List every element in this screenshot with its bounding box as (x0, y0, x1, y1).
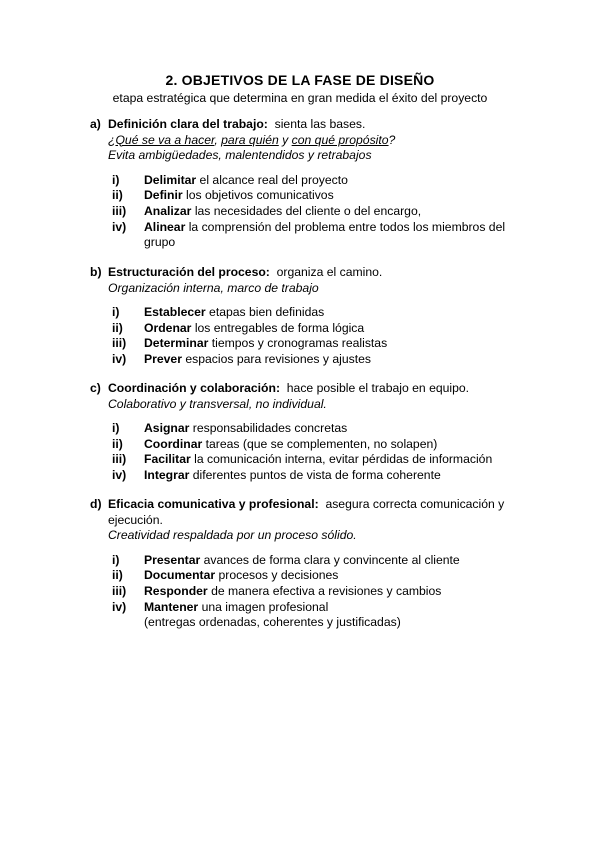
item-text: tiempos y cronogramas realistas (211, 336, 388, 351)
item-text: la comunicación interna, evitar pérdidas de información (194, 452, 493, 467)
question-sep: , (214, 132, 222, 147)
list-item (0, 188, 600, 204)
item-verb: Ordenar (144, 320, 192, 335)
section-list (0, 305, 600, 367)
item-verb: Asignar (144, 421, 190, 436)
item-number: iii) (112, 336, 127, 351)
section-d (0, 497, 600, 631)
page-subtitle: etapa estratégica que determina en gran medida el éxito del proyecto (112, 91, 488, 105)
page-title: 2. OBJETIVOS DE LA FASE DE DISEÑO (165, 72, 435, 88)
question-open: ¿ (108, 132, 116, 147)
item-text: procesos y decisiones (218, 568, 339, 583)
section-text: hace posible el trabajo en equipo. (286, 381, 470, 395)
section-letter: a) (90, 117, 101, 131)
list-item (0, 468, 600, 484)
list-item (0, 173, 600, 189)
section-description: Evita ambigüedades, malentendidos y retrabajos (108, 148, 372, 163)
section-title: Coordinación y colaboración: (108, 381, 280, 395)
list-item (0, 305, 600, 321)
item-text: los entregables de forma lógica (194, 320, 365, 335)
item-text: diferentes puntos de vista de forma coherente (192, 467, 441, 482)
list-item (0, 220, 600, 251)
section-title: Definición clara del trabajo: (108, 117, 268, 131)
section-a (0, 117, 600, 251)
section-description: Colaborativo y transversal, no individual. (108, 396, 327, 411)
item-number: i) (112, 305, 120, 320)
list-item (0, 421, 600, 437)
section-heading (0, 381, 600, 397)
item-verb: Alinear (144, 219, 186, 234)
section-letter: c) (90, 381, 101, 395)
item-text: de manera efectiva a revisiones y cambios (211, 583, 442, 598)
section-list (0, 553, 600, 631)
item-verb: Integrar (144, 467, 190, 482)
item-text: espacios para revisiones y ajustes (185, 351, 371, 366)
item-verb: Establecer (144, 305, 206, 320)
item-verb: Documentar (144, 568, 216, 583)
item-number: ii) (112, 188, 123, 203)
item-text: una imagen profesional (201, 599, 329, 614)
item-verb: Coordinar (144, 436, 203, 451)
item-text: responsabilidades concretas (192, 421, 348, 436)
item-number: iii) (112, 452, 127, 467)
item-number: iv) (112, 351, 127, 366)
list-item (0, 437, 600, 453)
section-heading (0, 117, 600, 133)
section-title: Eficacia comunicativa y profesional: (108, 497, 319, 511)
section-b (0, 265, 600, 368)
section-list (0, 421, 600, 483)
section-description: Creatividad respaldada por un proceso sólido. (108, 528, 357, 543)
section-questions (0, 133, 600, 149)
question-close: ? (388, 132, 396, 147)
item-number: ii) (112, 436, 123, 451)
item-verb: Delimitar (144, 172, 197, 187)
item-number: iv) (112, 219, 127, 234)
list-item (0, 336, 600, 352)
section-description: Organización interna, marco de trabajo (108, 280, 319, 295)
section-title: Estructuración del proceso: (108, 265, 270, 279)
item-text: avances de forma clara y convincente al cliente (203, 552, 460, 567)
list-item (0, 352, 600, 368)
list-item (0, 568, 600, 584)
item-number: i) (112, 552, 120, 567)
item-verb: Mantener (144, 599, 199, 614)
item-number: ii) (112, 568, 123, 583)
section-text: organiza el camino. (276, 265, 383, 279)
question-sep: y (278, 132, 292, 147)
section-heading (0, 497, 600, 528)
item-verb: Definir (144, 188, 183, 203)
item-text: los objetivos comunicativos (186, 188, 334, 203)
item-continuation: (entregas ordenadas, coherentes y justificadas) (144, 615, 401, 630)
item-text: tareas (que se complementen, no solapen) (205, 436, 438, 451)
list-item (0, 584, 600, 600)
item-number: i) (112, 421, 120, 436)
item-verb: Responder (144, 583, 208, 598)
item-number: iv) (112, 467, 127, 482)
section-c (0, 381, 600, 484)
item-verb: Presentar (144, 552, 201, 567)
section-letter: d) (90, 497, 102, 511)
item-number: iii) (112, 203, 127, 218)
item-text: el alcance real del proyecto (199, 172, 348, 187)
list-item (0, 204, 600, 220)
question-what: Qué se va a hacer (115, 132, 215, 147)
item-text: las necesidades del cliente o del encargo, (194, 203, 422, 218)
list-item (0, 321, 600, 337)
item-verb: Prever (144, 351, 182, 366)
question-who: para quién (221, 132, 279, 147)
item-verb: Determinar (144, 336, 209, 351)
list-item (0, 452, 600, 468)
list-item (0, 600, 600, 631)
section-text: asegura correcta comunicación y ejecución. (108, 497, 505, 527)
item-verb: Analizar (144, 203, 192, 218)
section-letter: b) (90, 265, 102, 279)
item-number: iii) (112, 583, 127, 598)
item-text: la comprensión del problema entre todos los miembros del grupo (144, 219, 506, 250)
list-item (0, 553, 600, 569)
item-text: etapas bien definidas (209, 305, 325, 320)
item-number: i) (112, 172, 120, 187)
item-number: iv) (112, 599, 127, 614)
section-list (0, 173, 600, 251)
section-text: sienta las bases. (274, 117, 366, 131)
item-verb: Facilitar (144, 452, 191, 467)
item-number: ii) (112, 320, 123, 335)
question-purpose: con qué propósito (291, 132, 389, 147)
section-heading (0, 265, 600, 281)
